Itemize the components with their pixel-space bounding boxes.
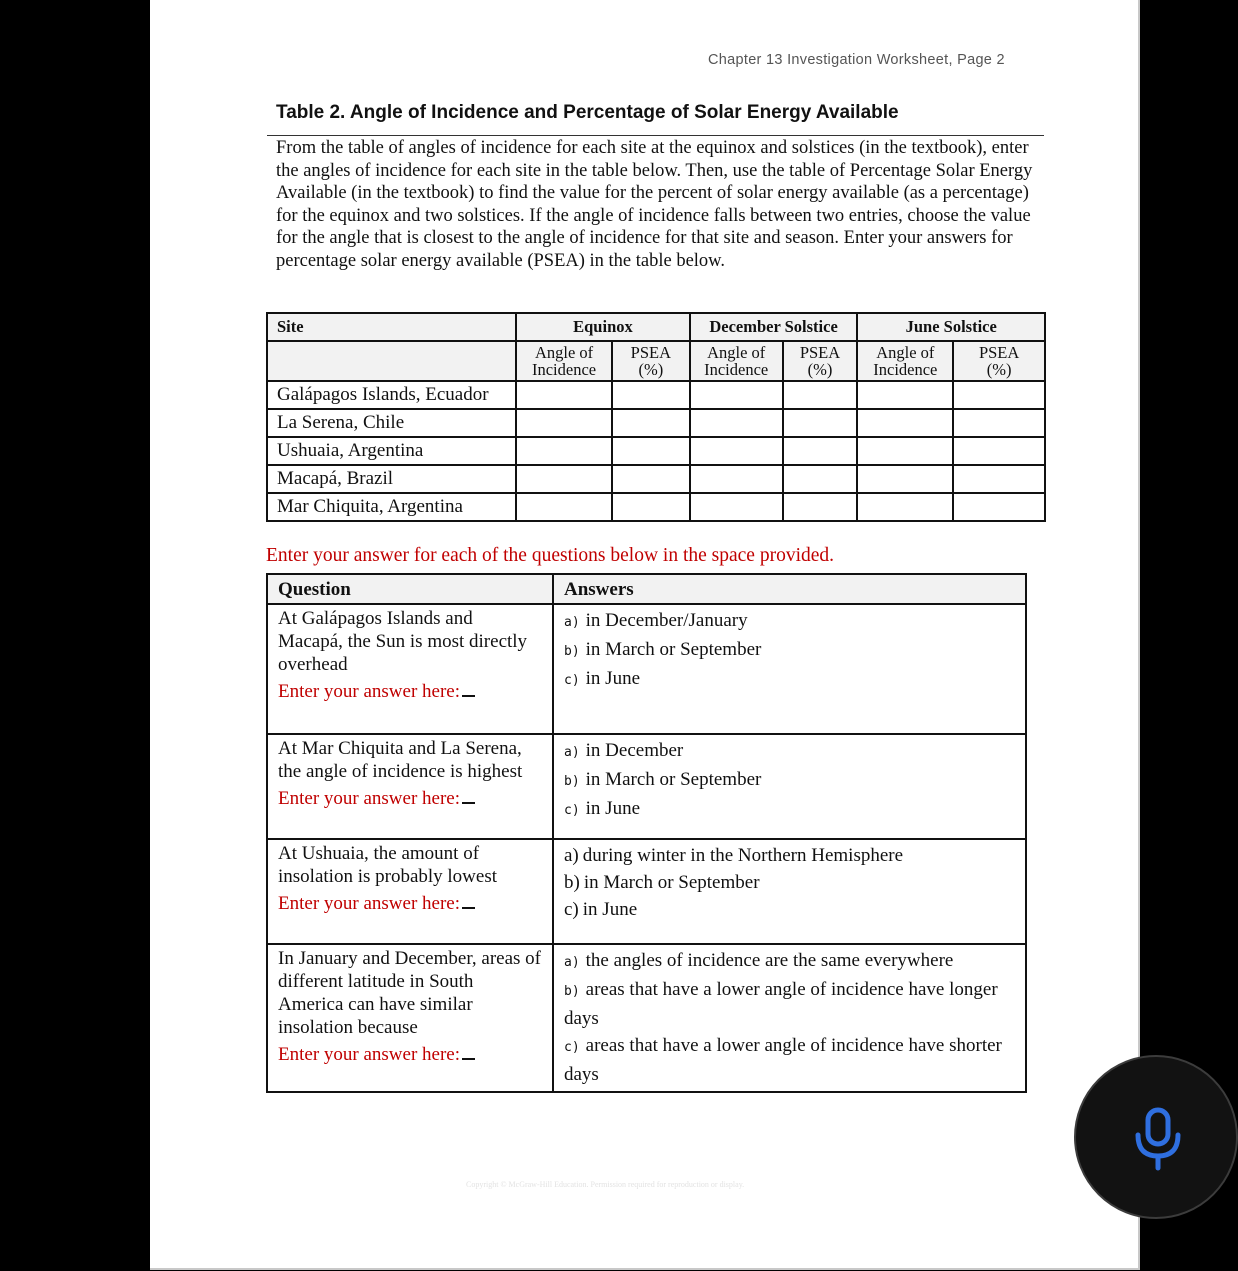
answer-cell[interactable]	[516, 409, 612, 437]
option-a: a) in December	[564, 740, 684, 761]
group-header-december-solstice: December Solstice	[690, 313, 858, 341]
group-header-equinox: Equinox	[516, 313, 690, 341]
table-row	[267, 493, 1045, 521]
voice-input-button[interactable]	[1074, 1055, 1238, 1219]
option-c: c) in June	[564, 899, 638, 920]
answer-cell[interactable]	[857, 381, 953, 409]
subheader-blank	[267, 341, 516, 381]
answer-cell[interactable]	[516, 437, 612, 465]
subheader-psea: PSEA (%)	[612, 341, 690, 381]
option-b: b) in March or September	[564, 639, 762, 660]
answer-cell[interactable]	[516, 381, 612, 409]
table-row	[267, 437, 1045, 465]
site-name: Galápagos Islands, Ecuador	[267, 381, 516, 409]
answers-header: Answers	[553, 574, 1026, 604]
answer-cell[interactable]	[612, 437, 690, 465]
copyright-footer: Copyright © McGraw-Hill Education. Permission required for reproduction or display.	[466, 1180, 745, 1189]
site-name: Mar Chiquita, Argentina	[267, 493, 516, 521]
option-b: b) areas that have a lower angle of incidence have longer days	[564, 979, 998, 1029]
title-rule	[267, 135, 1044, 136]
answer-cell[interactable]	[690, 409, 783, 437]
group-header-june-solstice: June Solstice	[857, 313, 1045, 341]
answer-cell[interactable]	[690, 381, 783, 409]
option-a: a) during winter in the Northern Hemisphere	[564, 845, 904, 866]
answer-cell[interactable]	[690, 493, 783, 521]
option-c: c) in June	[564, 668, 641, 689]
qa-row	[267, 604, 1026, 734]
answer-entry[interactable]: Enter your answer here:	[278, 680, 542, 703]
answer-cell[interactable]	[953, 409, 1045, 437]
answer-cell[interactable]	[612, 381, 690, 409]
answer-cell[interactable]	[690, 465, 783, 493]
site-header: Site	[267, 313, 516, 341]
answer-entry[interactable]: Enter your answer here:	[278, 1043, 542, 1066]
answer-cell[interactable]	[783, 437, 858, 465]
site-name: Macapá, Brazil	[267, 465, 516, 493]
options-cell	[553, 734, 1026, 839]
options-cell	[553, 839, 1026, 944]
subheader-angle: Angle of Incidence	[516, 341, 612, 381]
answer-cell[interactable]	[857, 465, 953, 493]
answer-cell[interactable]	[857, 493, 953, 521]
answer-cell[interactable]	[953, 437, 1045, 465]
table-title: Table 2. Angle of Incidence and Percentage of Solar Energy Available	[276, 102, 899, 123]
subheader-angle: Angle of Incidence	[857, 341, 953, 381]
table-row	[267, 409, 1045, 437]
options-cell	[553, 944, 1026, 1092]
option-c: c) areas that have a lower angle of incidence have shorter days	[564, 1035, 1002, 1085]
question-answer-table	[266, 573, 1027, 1093]
question-cell	[267, 734, 553, 839]
qa-row	[267, 734, 1026, 839]
option-a: a) the angles of incidence are the same everywhere	[564, 950, 954, 971]
question-text: At Galápagos Islands and Macapá, the Sun is most directly overhead	[278, 608, 528, 675]
answer-cell[interactable]	[516, 465, 612, 493]
answer-cell[interactable]	[612, 465, 690, 493]
answer-cell[interactable]	[783, 381, 858, 409]
question-text: In January and December, areas of different latitude in South America can have similar insolation because	[278, 948, 541, 1038]
answer-cell[interactable]	[953, 493, 1045, 521]
question-text: At Mar Chiquita and La Serena, the angle of incidence is highest	[278, 738, 523, 782]
solar-energy-table	[266, 312, 1046, 522]
table-row	[267, 465, 1045, 493]
qa-row	[267, 839, 1026, 944]
subheader-angle: Angle of Incidence	[690, 341, 783, 381]
answer-cell[interactable]	[516, 493, 612, 521]
answer-cell[interactable]	[953, 465, 1045, 493]
answer-cell[interactable]	[783, 493, 858, 521]
answer-cell[interactable]	[612, 493, 690, 521]
option-c: c) in June	[564, 798, 641, 819]
options-cell	[553, 604, 1026, 734]
microphone-icon	[1133, 1107, 1183, 1171]
answer-cell[interactable]	[612, 409, 690, 437]
question-cell	[267, 604, 553, 734]
subheader-psea: PSEA (%)	[783, 341, 858, 381]
answer-cell[interactable]	[857, 437, 953, 465]
option-a: a) in December/January	[564, 610, 748, 631]
qa-header-row	[267, 574, 1026, 604]
question-cell	[267, 944, 553, 1092]
answer-cell[interactable]	[857, 409, 953, 437]
questions-instructions: Enter your answer for each of the questions below in the space provided.	[266, 545, 835, 566]
answer-entry[interactable]: Enter your answer here:	[278, 787, 542, 810]
site-name: Ushuaia, Argentina	[267, 437, 516, 465]
answer-entry[interactable]: Enter your answer here:	[278, 892, 542, 915]
answer-cell[interactable]	[783, 409, 858, 437]
answer-cell[interactable]	[690, 437, 783, 465]
answer-cell[interactable]	[783, 465, 858, 493]
option-b: b) in March or September	[564, 769, 762, 790]
question-cell	[267, 839, 553, 944]
table-header-row	[267, 313, 1045, 341]
intro-paragraph: From the table of angles of incidence for each site at the equinox and solstices (in the textbook), enter the angles of incidence for each site in the table below. Then, use the table of Percentage Solar Energy Available (in the textbook) to find the value for the percent of solar energy available (as a percentage) for the equinox and two solstices. If the angle of incidence falls between two entries, choose the value for the angle that is closest to the angle of incidence for that site and season. Enter your answers for percentage solar energy available (PSEA) in the table below.	[276, 138, 1033, 271]
question-text: At Ushuaia, the amount of insolation is probably lowest	[278, 843, 498, 887]
option-b: b) in March or September	[564, 872, 760, 893]
table-subheader-row	[267, 341, 1045, 381]
page-header: Chapter 13 Investigation Worksheet, Page 2	[708, 52, 1005, 68]
question-header: Question	[267, 574, 553, 604]
subheader-psea: PSEA (%)	[953, 341, 1045, 381]
qa-row	[267, 944, 1026, 1092]
site-name: La Serena, Chile	[267, 409, 516, 437]
answer-cell[interactable]	[953, 381, 1045, 409]
table-row	[267, 381, 1045, 409]
